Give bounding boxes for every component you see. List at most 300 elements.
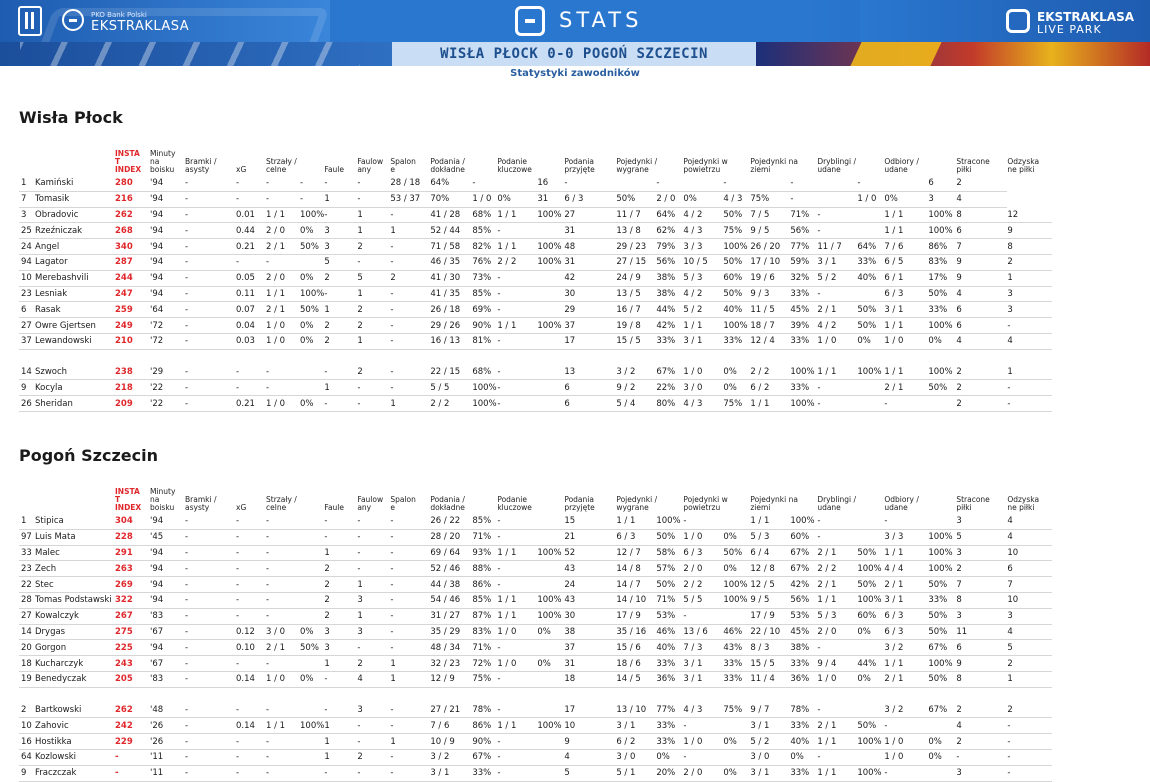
stat-cell: 3 xyxy=(324,223,357,239)
stat-cell: - xyxy=(390,703,430,718)
stat-cell: - xyxy=(185,239,236,255)
stat-cell: 0% xyxy=(300,270,324,286)
stat-cell: 50% xyxy=(723,545,750,561)
stat-cell: - xyxy=(300,176,324,191)
player-row[interactable] xyxy=(19,592,1052,608)
stat-cell: 14 / 5 xyxy=(616,671,656,687)
stat-cell: 50% xyxy=(656,577,683,593)
stat-cell: 67% xyxy=(656,365,683,380)
stat-cell: 0.14 xyxy=(236,718,266,734)
stat-cell: 5 / 4 xyxy=(616,396,656,412)
player-row[interactable] xyxy=(19,671,1052,687)
stat-cell: - xyxy=(390,545,430,561)
player-name: Drygas xyxy=(35,624,115,640)
stat-cell: - xyxy=(357,514,390,529)
stat-cell: 269 xyxy=(115,577,150,593)
stat-cell: - xyxy=(324,514,357,529)
stat-cell: - xyxy=(185,640,236,656)
player-row[interactable] xyxy=(19,656,1052,672)
stat-cell: 64% xyxy=(430,176,472,191)
player-name: Kowalczyk xyxy=(35,608,115,624)
stat-cell: - xyxy=(115,749,150,765)
stat-cell: 9 xyxy=(956,270,1007,286)
stat-cell: - xyxy=(497,365,537,380)
stat-cell: 22 / 15 xyxy=(430,365,472,380)
stat-cell: 2 xyxy=(324,592,357,608)
shirt-number: 3 xyxy=(19,207,35,223)
stat-cell: - xyxy=(185,734,236,750)
stat-cell: 1 xyxy=(324,656,357,672)
player-name: Angel xyxy=(35,239,115,255)
stat-cell: '26 xyxy=(150,734,185,750)
player-name: Kucharczyk xyxy=(35,656,115,672)
stat-cell: 4 xyxy=(956,718,1007,734)
player-row[interactable] xyxy=(19,734,1052,750)
player-row[interactable] xyxy=(19,191,1052,207)
player-row[interactable] xyxy=(19,223,1052,239)
livepark-brand: EKSTRAKLASA xyxy=(1037,10,1135,24)
column-header-duels: Pojedynki / wygrane xyxy=(616,157,658,174)
stat-cell: 36% xyxy=(790,671,817,687)
stat-cell: 56% xyxy=(790,592,817,608)
stat-cell: 1 xyxy=(357,608,390,624)
stat-cell: 6 xyxy=(1007,561,1052,577)
stat-cell: 1 xyxy=(324,545,357,561)
player-row[interactable] xyxy=(19,318,1052,334)
stat-cell: '94 xyxy=(150,592,185,608)
stat-cell: 6 / 3 xyxy=(616,529,656,545)
shirt-number: 23 xyxy=(19,286,35,302)
column-header-duels: Pojedynki / wygrane xyxy=(616,495,658,512)
stat-cell xyxy=(300,734,324,750)
stat-cell: 13 / 8 xyxy=(616,223,656,239)
stat-cell: - xyxy=(185,529,236,545)
player-row[interactable] xyxy=(19,176,1052,191)
stat-cell: 82% xyxy=(472,239,497,255)
stat-cell: - xyxy=(266,380,300,396)
stat-cell: - xyxy=(236,365,266,380)
stat-cell xyxy=(537,286,564,302)
stat-cell: 12 xyxy=(1007,207,1052,223)
player-row[interactable] xyxy=(19,239,1052,255)
stat-cell: 26 / 20 xyxy=(750,239,790,255)
column-header-fouls: Faule xyxy=(324,503,344,512)
stat-cell xyxy=(683,176,723,191)
stat-cell: 50% xyxy=(857,718,884,734)
stat-cell: 3 xyxy=(1007,286,1052,302)
stat-cell: - xyxy=(1007,734,1052,750)
stat-cell xyxy=(857,396,884,412)
stat-cell: - xyxy=(390,254,430,270)
stat-cell: 83% xyxy=(472,624,497,640)
player-name: Fraczczak xyxy=(35,765,115,781)
stat-cell: 4 / 2 xyxy=(683,286,723,302)
shirt-number: 1 xyxy=(19,514,35,529)
stat-cell: - xyxy=(236,734,266,750)
stat-cell: 6 / 1 xyxy=(884,270,928,286)
stat-cell: 247 xyxy=(115,286,150,302)
stat-cell: - xyxy=(185,561,236,577)
stat-cell: 1 / 1 xyxy=(817,765,857,781)
player-row[interactable] xyxy=(19,302,1052,318)
stat-cell: 0.12 xyxy=(236,624,266,640)
stat-cell: - xyxy=(497,640,537,656)
stat-cell: 10 xyxy=(1007,545,1052,561)
stat-cell: - xyxy=(185,191,236,207)
column-header-tackles: Odbiory / udane xyxy=(884,157,919,174)
ekstraklasa-logo-icon xyxy=(62,9,84,31)
stat-cell: 262 xyxy=(115,703,150,718)
stat-cell: 14 / 7 xyxy=(616,577,656,593)
stat-cell: 0.05 xyxy=(236,270,266,286)
shirt-number: 9 xyxy=(19,380,35,396)
stat-cell xyxy=(928,396,956,412)
stat-cell: 11 / 4 xyxy=(750,671,790,687)
stat-cell: 3 xyxy=(324,239,357,255)
player-row[interactable] xyxy=(19,529,1052,545)
player-name: Luis Mata xyxy=(35,529,115,545)
stat-cell: - xyxy=(185,656,236,672)
stat-cell: 1 xyxy=(324,380,357,396)
stat-cell: 0% xyxy=(928,333,956,349)
column-header-recovered-balls: Odzyska ne piłki xyxy=(1007,495,1040,512)
stat-cell: 33% xyxy=(790,333,817,349)
stat-cell: 6 / 3 xyxy=(564,191,616,207)
stat-cell: - xyxy=(300,191,324,207)
stat-cell: 29 / 26 xyxy=(430,318,472,334)
stat-cell xyxy=(928,765,956,781)
stat-cell: 3 / 1 xyxy=(750,718,790,734)
player-row[interactable] xyxy=(19,577,1052,593)
stat-cell: 50% xyxy=(616,191,656,207)
stat-cell: - xyxy=(390,765,430,781)
stat-cell: 3 xyxy=(1007,302,1052,318)
stat-cell: 15 / 5 xyxy=(750,656,790,672)
stat-cell: - xyxy=(817,223,857,239)
stat-cell: 1 xyxy=(324,718,357,734)
stat-cell: 67% xyxy=(472,749,497,765)
stat-cell: 1 xyxy=(324,302,357,318)
stat-cell: - xyxy=(497,286,537,302)
stat-cell: '72 xyxy=(150,318,185,334)
player-row[interactable] xyxy=(19,718,1052,734)
stat-cell: 0% xyxy=(537,656,564,672)
stat-cell: 2 / 1 xyxy=(884,671,928,687)
player-name: Sheridan xyxy=(35,396,115,412)
stat-cell: 100% xyxy=(790,514,817,529)
player-row[interactable] xyxy=(19,207,1052,223)
stat-cell: 262 xyxy=(115,207,150,223)
stat-cell: 0.11 xyxy=(236,286,266,302)
stat-cell: '94 xyxy=(150,545,185,561)
stat-cell: 242 xyxy=(115,718,150,734)
stat-cell: - xyxy=(497,765,537,781)
stat-cell: 2 / 2 xyxy=(497,254,537,270)
stat-cell: 1 / 1 xyxy=(266,286,300,302)
stat-cell: 3 / 2 xyxy=(430,749,472,765)
stat-cell: 1 / 1 xyxy=(497,608,537,624)
stat-cell: 41 / 28 xyxy=(430,207,472,223)
player-name: Rzeźniczak xyxy=(35,223,115,239)
stat-cell: 48 / 34 xyxy=(430,640,472,656)
stat-cell: 14 / 8 xyxy=(616,561,656,577)
stat-cell: - xyxy=(357,718,390,734)
stat-cell: 44% xyxy=(857,656,884,672)
stat-cell: 0% xyxy=(683,191,723,207)
team-name-away: Pogoń Szczecin xyxy=(19,446,158,465)
stat-cell: 2 / 1 xyxy=(884,380,928,396)
column-header-dribbles: Dryblingi / udane xyxy=(817,495,857,512)
stat-cell: - xyxy=(390,577,430,593)
shirt-number: 10 xyxy=(19,718,35,734)
stat-cell: 2 / 0 xyxy=(656,191,683,207)
stat-cell: 9 / 7 xyxy=(750,703,790,718)
stat-cell: 64% xyxy=(656,207,683,223)
stat-cell: 4 xyxy=(1007,514,1052,529)
stat-cell: 267 xyxy=(115,608,150,624)
stat-cell: 18 / 6 xyxy=(616,656,656,672)
stat-cell: 1 xyxy=(1007,671,1052,687)
stat-cell: 71 / 58 xyxy=(430,239,472,255)
stat-cell: 69% xyxy=(472,302,497,318)
column-header-fouled: Faulow any xyxy=(357,495,384,512)
stat-cell: '45 xyxy=(150,529,185,545)
stat-cell: '67 xyxy=(150,656,185,672)
stat-cell: 2 / 1 xyxy=(266,640,300,656)
stat-cell: 1 xyxy=(357,286,390,302)
column-header-xg: xG xyxy=(236,503,247,512)
player-row[interactable] xyxy=(19,514,1052,529)
player-row[interactable] xyxy=(19,624,1052,640)
stat-cell xyxy=(857,529,884,545)
stat-cell: - xyxy=(266,592,300,608)
stat-cell: - xyxy=(683,608,723,624)
player-row[interactable] xyxy=(19,380,1052,396)
stat-cell: 50% xyxy=(928,624,956,640)
stat-cell: 70% xyxy=(430,191,472,207)
stat-cell: 78% xyxy=(472,703,497,718)
player-name: Bartkowski xyxy=(35,703,115,718)
stat-cell: 4 / 3 xyxy=(723,191,750,207)
stat-cell xyxy=(884,176,928,191)
stat-cell: 1 xyxy=(357,223,390,239)
stats-label: STATS xyxy=(559,8,643,32)
column-header-shots: Strzały / celne xyxy=(266,157,297,174)
player-row[interactable] xyxy=(19,765,1052,781)
stat-cell: 1 / 0 xyxy=(683,734,723,750)
stat-cell: - xyxy=(185,577,236,593)
stat-cell: 62% xyxy=(656,223,683,239)
stat-cell: 1 / 1 xyxy=(497,592,537,608)
player-row[interactable] xyxy=(19,561,1052,577)
player-row[interactable] xyxy=(19,608,1052,624)
stat-cell: 59% xyxy=(790,254,817,270)
stat-cell: 1 / 1 xyxy=(750,396,790,412)
player-row[interactable] xyxy=(19,703,1052,718)
player-row[interactable] xyxy=(19,270,1052,286)
shirt-number: 97 xyxy=(19,529,35,545)
column-header-fouls: Faule xyxy=(324,165,344,174)
stat-cell: 0.04 xyxy=(236,318,266,334)
table-header-row xyxy=(19,478,1052,514)
stat-cell: 10 xyxy=(564,718,616,734)
stat-cell: 1 xyxy=(1007,270,1052,286)
substitutes-separator xyxy=(19,687,1052,702)
stat-cell: 3 / 1 xyxy=(683,671,723,687)
stat-cell: 100% xyxy=(472,380,497,396)
stat-cell xyxy=(300,529,324,545)
stat-cell: 4 xyxy=(1007,333,1052,349)
stat-cell: 9 / 3 xyxy=(750,286,790,302)
player-row[interactable] xyxy=(19,333,1052,349)
player-name: Szwoch xyxy=(35,365,115,380)
stat-cell: 3 / 3 xyxy=(884,529,928,545)
stat-cell: 33% xyxy=(656,734,683,750)
stat-cell: 26 / 22 xyxy=(430,514,472,529)
stat-cell: 40% xyxy=(857,270,884,286)
stat-cell: 83% xyxy=(928,254,956,270)
stat-cell: - xyxy=(497,671,537,687)
stat-cell: 263 xyxy=(115,561,150,577)
stat-cell: - xyxy=(817,396,857,412)
stat-cell: - xyxy=(390,302,430,318)
stat-cell: 238 xyxy=(115,365,150,380)
stat-cell: 249 xyxy=(115,318,150,334)
stat-cell: 2 xyxy=(324,318,357,334)
stat-cell: 0% xyxy=(300,223,324,239)
column-header-aerial-duels: Pojedynki w powietrzu xyxy=(683,495,728,512)
stat-cell: 77% xyxy=(656,703,683,718)
stat-cell: 50% xyxy=(656,529,683,545)
stat-cell: 5 / 3 xyxy=(817,608,857,624)
stat-cell: 1 / 1 xyxy=(884,656,928,672)
stat-cell: 3 xyxy=(357,703,390,718)
stat-cell: 0.03 xyxy=(236,333,266,349)
shirt-number: 25 xyxy=(19,223,35,239)
stat-cell: 0.44 xyxy=(236,223,266,239)
stat-cell: 6 xyxy=(928,176,956,191)
stat-cell: 2 xyxy=(1007,656,1052,672)
stat-cell: - xyxy=(790,191,817,207)
stat-cell: 60% xyxy=(857,608,884,624)
player-row[interactable] xyxy=(19,365,1052,380)
player-row[interactable] xyxy=(19,545,1052,561)
stat-cell: 4 xyxy=(357,671,390,687)
stat-cell: 4 / 3 xyxy=(683,223,723,239)
stat-cell: 72% xyxy=(472,656,497,672)
stat-cell: 75% xyxy=(723,703,750,718)
stat-cell: 90% xyxy=(472,318,497,334)
stat-cell: - xyxy=(357,380,390,396)
stat-cell: 27 / 21 xyxy=(430,703,472,718)
substitutes-separator xyxy=(19,349,1052,364)
stat-cell: - xyxy=(266,254,300,270)
stat-cell: 0% xyxy=(928,749,956,765)
stat-cell: 3 / 1 xyxy=(750,765,790,781)
player-row[interactable] xyxy=(19,286,1052,302)
column-header-passes: Podania / dokładne xyxy=(430,495,465,512)
stat-cell: 33% xyxy=(790,656,817,672)
stat-cell: - xyxy=(683,749,723,765)
stat-cell xyxy=(300,365,324,380)
stat-cell: 2 xyxy=(956,734,1007,750)
stat-cell: - xyxy=(185,703,236,718)
stat-cell: 2 xyxy=(324,333,357,349)
stat-cell: 33% xyxy=(790,286,817,302)
stat-cell: - xyxy=(266,514,300,529)
stat-cell: 4 xyxy=(1007,624,1052,640)
stat-cell: 100% xyxy=(300,718,324,734)
stat-cell: - xyxy=(884,396,928,412)
stat-cell: - xyxy=(357,765,390,781)
stat-cell: 44% xyxy=(656,302,683,318)
stat-cell: - xyxy=(497,577,537,593)
column-header-ground-duels: Pojedynki na ziemi xyxy=(750,495,798,512)
stat-cell: 100% xyxy=(723,577,750,593)
stat-cell: 2 xyxy=(956,380,1007,396)
stat-cell: 16 / 13 xyxy=(430,333,472,349)
stat-cell: 3 / 2 xyxy=(616,365,656,380)
stat-cell: 50% xyxy=(857,318,884,334)
stat-cell: - xyxy=(266,577,300,593)
stat-cell: - xyxy=(390,207,430,223)
stat-cell: 1 xyxy=(324,734,357,750)
stat-cell: - xyxy=(1007,749,1052,765)
stat-cell: '72 xyxy=(150,333,185,349)
stat-cell: - xyxy=(472,176,497,191)
stat-cell: 2 / 1 xyxy=(266,239,300,255)
stat-cell: 33% xyxy=(656,656,683,672)
stat-cell: 100% xyxy=(537,545,564,561)
stat-cell: - xyxy=(266,734,300,750)
stat-cell: 3 / 1 xyxy=(430,765,472,781)
stat-cell: '11 xyxy=(150,749,185,765)
stat-cell: - xyxy=(185,333,236,349)
player-row[interactable] xyxy=(19,396,1052,412)
column-header-lost-balls: Stracone piłki xyxy=(956,495,990,512)
stat-cell: 2 xyxy=(357,365,390,380)
player-name: Kocyla xyxy=(35,380,115,396)
stat-cell xyxy=(537,561,564,577)
stat-cell: 4 / 2 xyxy=(683,207,723,223)
stat-cell xyxy=(537,749,564,765)
stat-cell: 0% xyxy=(300,624,324,640)
stat-cell: 100% xyxy=(928,529,956,545)
stat-cell: - xyxy=(497,302,537,318)
stat-cell: 3 / 2 xyxy=(884,640,928,656)
stat-cell: 3 / 1 xyxy=(884,592,928,608)
stat-cell: 60% xyxy=(790,529,817,545)
stat-cell: - xyxy=(266,176,300,191)
player-row[interactable] xyxy=(19,640,1052,656)
stat-cell: - xyxy=(185,270,236,286)
stat-cell: 1 / 1 xyxy=(817,592,857,608)
stat-cell: 12 / 9 xyxy=(430,671,472,687)
player-row[interactable] xyxy=(19,254,1052,270)
stat-cell: '94 xyxy=(150,514,185,529)
stat-cell: 11 / 7 xyxy=(817,239,857,255)
stat-cell: 2 / 1 xyxy=(817,577,857,593)
stat-cell: 2 xyxy=(324,270,357,286)
stat-cell: 53% xyxy=(656,608,683,624)
stat-cell: 1 xyxy=(357,577,390,593)
stat-cell xyxy=(537,640,564,656)
stat-cell xyxy=(928,514,956,529)
stat-cell: 21 xyxy=(564,529,616,545)
stat-cell: 5 xyxy=(564,765,616,781)
stat-cell: 0% xyxy=(790,749,817,765)
player-row[interactable] xyxy=(19,749,1052,765)
